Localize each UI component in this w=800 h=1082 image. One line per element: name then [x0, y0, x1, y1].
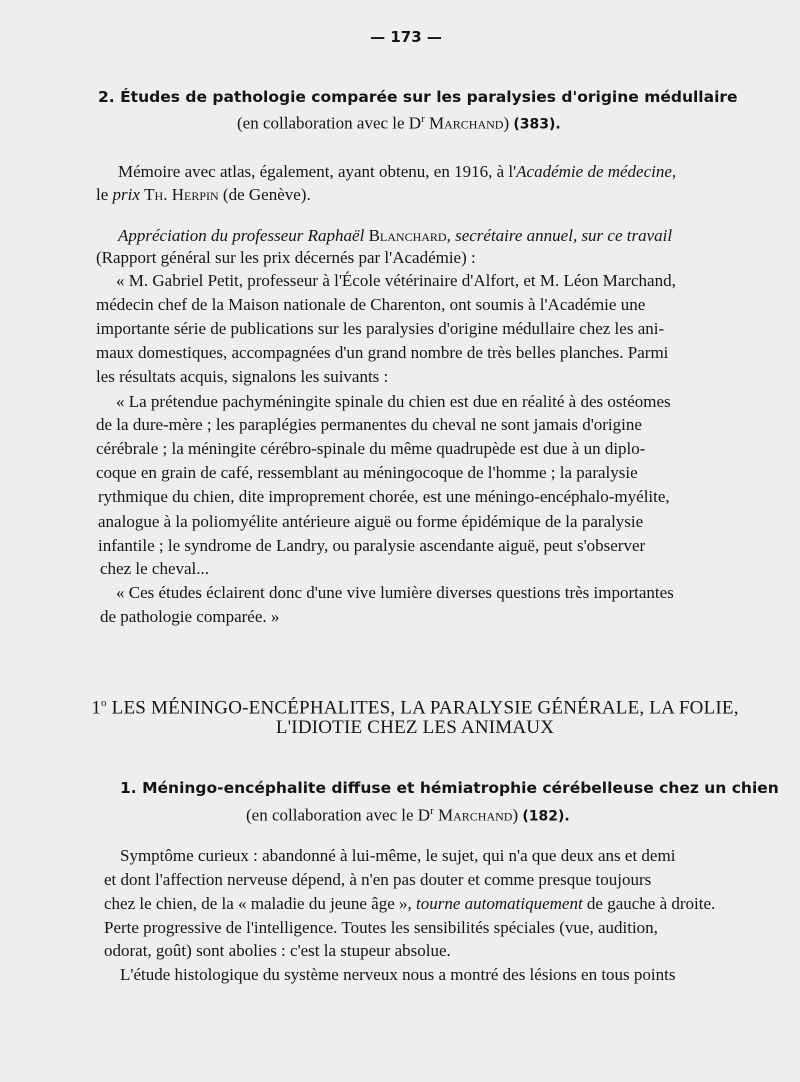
collab-sup: r: [421, 113, 425, 125]
academie-italic: Académie de médecine: [516, 162, 672, 181]
memoire-line-2: [96, 184, 311, 206]
tourne-italic: tourne automatiquement: [416, 894, 583, 913]
page-number: — 173 —: [370, 28, 442, 46]
text: , secrétaire annuel, sur ce travail: [446, 226, 673, 245]
collab-name: Marchand: [429, 113, 504, 133]
text-line: de pathologie comparée. »: [100, 607, 280, 626]
text: ,: [671, 162, 677, 181]
text-line: « Ces études éclairent donc d'une vive lumière diverses questions très importantes: [116, 583, 674, 602]
text-line: L'étude histologique du système nerveux nous a montré des lésions en tous points: [120, 965, 676, 984]
text-line: « La prétendue pachyméningite spinale du chien est due en réalité à des ostéomes: [116, 392, 671, 411]
text-line: chez le cheval...: [100, 559, 210, 578]
section-2-ref: (383).: [513, 116, 561, 133]
text: (de Genève).: [218, 185, 311, 204]
memoire-line-1: [118, 161, 676, 183]
text-line: cérébrale ; la méningite cérébro-spinale du même quadrupède est due à un diplo-: [96, 439, 646, 458]
collab-prefix: (en collaboration avec le D: [246, 805, 431, 825]
text: Appréciation du professeur Raphaël: [118, 226, 369, 245]
chapter-number-sup: o: [101, 697, 107, 709]
text-line: et dont l'affection nerveuse dépend, à n'en pas douter et comme presque toujours: [104, 870, 652, 889]
appreciation-line: [118, 225, 672, 247]
section-1-ref: (182).: [522, 808, 570, 825]
text-line: analogue à la poliomyélite antérieure aiguë ou forme épidémique de la paralysie: [98, 512, 644, 531]
text: Mémoire avec atlas, également, ayant obtenu, en 1916, à l': [118, 162, 517, 181]
collab-prefix: (en collaboration avec le D: [237, 113, 422, 133]
text-line: les résultats acquis, signalons les suivants :: [96, 367, 389, 386]
herpin-name: Th. Herpin: [144, 185, 219, 204]
text-line: maux domestiques, accompagnées d'un grand nombre de très belles planches. Parmi: [96, 343, 669, 362]
text: de gauche à droite.: [582, 894, 716, 913]
section-2-number: 2.: [98, 88, 115, 106]
blanchard-name: Blanchard: [368, 226, 447, 245]
section-1-collaboration: [246, 800, 570, 828]
text: chez le chien, de la « maladie du jeune âge »,: [104, 894, 416, 913]
text-line: odorat, goût) sont abolies : c'est la stupeur absolue.: [104, 941, 451, 960]
section-2-heading: [98, 86, 738, 108]
text-line: « M. Gabriel Petit, professeur à l'École vétérinaire d'Alfort, et M. Léon Marchand,: [116, 271, 676, 290]
text-line: importante série de publications sur les paralysies d'origine médullaire chez les ani-: [96, 319, 665, 338]
text-line: (Rapport général sur les prix décernés par l'Académie) :: [96, 248, 476, 267]
text-line: Perte progressive de l'intelligence. Toutes les sensibilités spéciales (vue, audition,: [104, 918, 658, 937]
section-1-title: Méningo-encéphalite diffuse et hémiatrophie cérébelleuse chez un chien: [142, 779, 779, 797]
section-1-heading: [120, 777, 779, 799]
text-line: rythmique du chien, dite improprement chorée, est une méningo-encéphalo-myélite,: [98, 487, 670, 506]
collab-suffix: ): [512, 805, 519, 825]
text-line: de la dure-mère ; les paraplégies permanentes du cheval ne sont jamais d'origine: [96, 415, 642, 434]
text-line: infantile ; le syndrome de Landry, ou paralysie ascendante aiguë, peut s'observer: [98, 536, 646, 555]
section-2-collaboration: [237, 108, 561, 136]
text-line: [104, 893, 715, 915]
chapter-heading-line-2: L'IDIOTIE CHEZ LES ANIMAUX: [275, 717, 555, 738]
prix-italic: prix: [112, 185, 140, 204]
text-line: médecin chef de la Maison nationale de Charenton, ont soumis à l'Académie une: [96, 295, 646, 314]
chapter-title-1: LES MÉNINGO-ENCÉPHALITES, LA PARALYSIE GÉNÉRALE, LA FOLIE,: [111, 697, 739, 719]
collab-sup: r: [430, 805, 434, 817]
chapter-number: 1: [91, 697, 102, 719]
text-line: coque en grain de café, ressemblant au méningocoque de l'homme ; la paralysie: [96, 463, 638, 482]
collab-name: Marchand: [438, 805, 513, 825]
text-line: Symptôme curieux : abandonné à lui-même, le sujet, qui n'a que deux ans et demi: [120, 846, 676, 865]
section-2-title: Études de pathologie comparée sur les paralysies d'origine médullaire: [120, 88, 738, 106]
collab-suffix: ): [503, 113, 510, 133]
section-1-number: 1.: [120, 779, 137, 797]
text: le: [96, 185, 113, 204]
